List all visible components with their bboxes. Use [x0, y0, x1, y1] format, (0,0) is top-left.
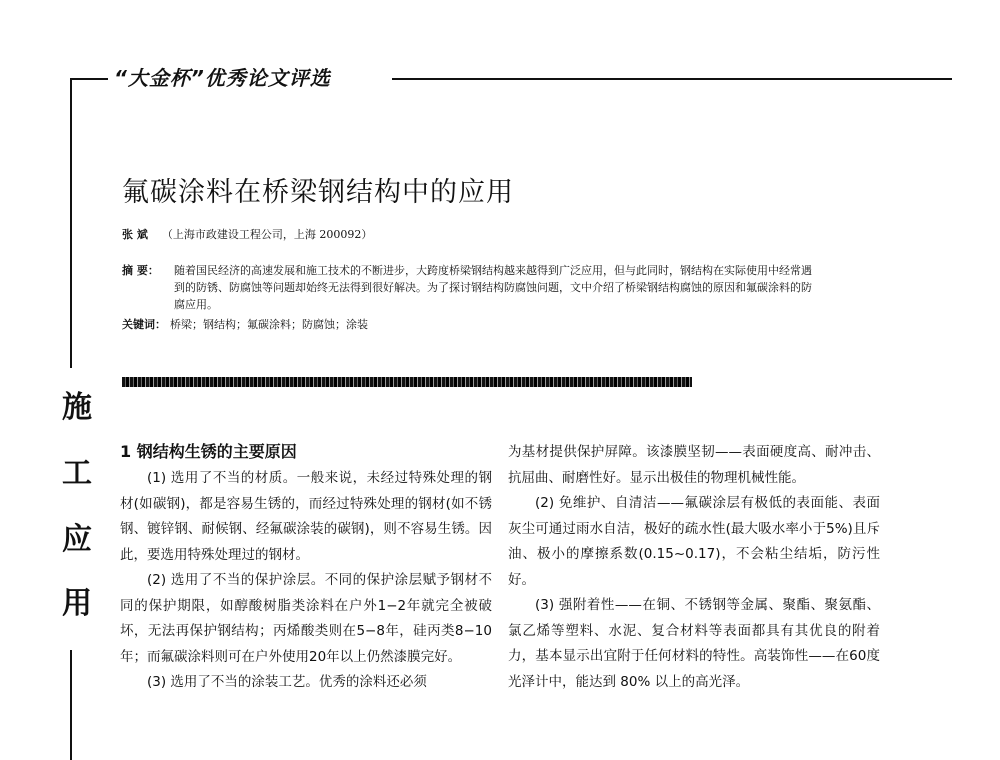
keywords-text: 桥梁；钢结构；氟碳涂料；防腐蚀；涂装: [170, 318, 368, 331]
side-label-char-1: 施: [62, 390, 92, 425]
author-affiliation: （上海市政建设工程公司，上海 200092）: [161, 228, 373, 241]
paragraph: (2) 免维护、自清洁——氟碳涂层有极低的表面能、表面灰尘可通过雨水自洁，极好的疏水性(最大吸水率小于5%)且斥油、极小的摩擦系数(0.15~0.17)，不会粘尘结垢，防污性好。: [508, 495, 880, 588]
margin-rule-bottom: [70, 650, 72, 760]
left-column: [120, 440, 492, 696]
paragraph: (3) 选用了不当的涂装工艺。优秀的涂料还必须: [147, 674, 427, 690]
section-heading: 1 钢结构生锈的主要原因: [120, 442, 297, 461]
paragraph: 为基材提供保护屏障。该漆膜坚韧——表面硬度高、耐冲击、抗屈曲、耐磨性好。显示出极佳的物理机械性能。: [508, 444, 880, 486]
abstract-text: 随着国民经济的高速发展和施工技术的不断进步，大跨度桥梁钢结构越来越得到广泛应用，但与此同时，钢结构在实际使用中经常遇到的防锈、防腐蚀等问题却始终无法得到很好解决。为了探讨钢结构防腐蚀问题，文中介绍了桥梁钢结构腐蚀的原因和氟碳涂料的防腐应用。: [174, 264, 812, 311]
author-line: [122, 226, 372, 242]
side-label-char-4: 用: [62, 586, 92, 621]
right-column: [508, 440, 880, 695]
side-label-char-2: 工: [62, 456, 92, 491]
margin-rule-top: [70, 78, 72, 368]
keywords-label: 关键词：: [122, 318, 166, 331]
paragraph: (1) 选用了不当的材质。一般来说，未经过特殊处理的钢材(如碳钢)，都是容易生锈的，而经过特殊处理的钢材(如不锈钢、镀锌钢、耐候钢、经氟碳涂装的碳钢)，则不容易生锈。因此，要选用特殊处理过的钢材。: [120, 470, 492, 563]
paragraph: (2) 选用了不当的保护涂层。不同的保护涂层赋予钢材不同的保护期限，如醇酸树脂类涂料在户外1−2年就完全被破坏，无法再保护钢结构；丙烯酸类则在5−8年，硅丙类8−10年；而氟碳涂料则可在户外使用20年以上仍然漆膜完好。: [120, 572, 492, 665]
series-title: “大金杯”优秀论文评选: [114, 66, 331, 90]
article-title: 氟碳涂料在桥梁钢结构中的应用: [122, 177, 514, 208]
header-rule-right: [392, 78, 952, 80]
abstract: [122, 262, 812, 313]
paragraph: (3) 强附着性——在铜、不锈钢等金属、聚酯、聚氨酯、氯乙烯等塑料、水泥、复合材料等表面都具有其优良的附着力，基本显示出宜附于任何材料的特性。高装饰性——在60度光泽计中，能达到 80% 以上的高光泽。: [508, 597, 880, 690]
side-label-char-3: 应: [62, 522, 92, 557]
author-name: 张 斌: [122, 228, 148, 241]
header-rule-left: [70, 78, 108, 80]
keywords: [122, 316, 368, 332]
scan-artifact-band: [122, 377, 692, 387]
abstract-label: 摘 要：: [122, 264, 159, 277]
